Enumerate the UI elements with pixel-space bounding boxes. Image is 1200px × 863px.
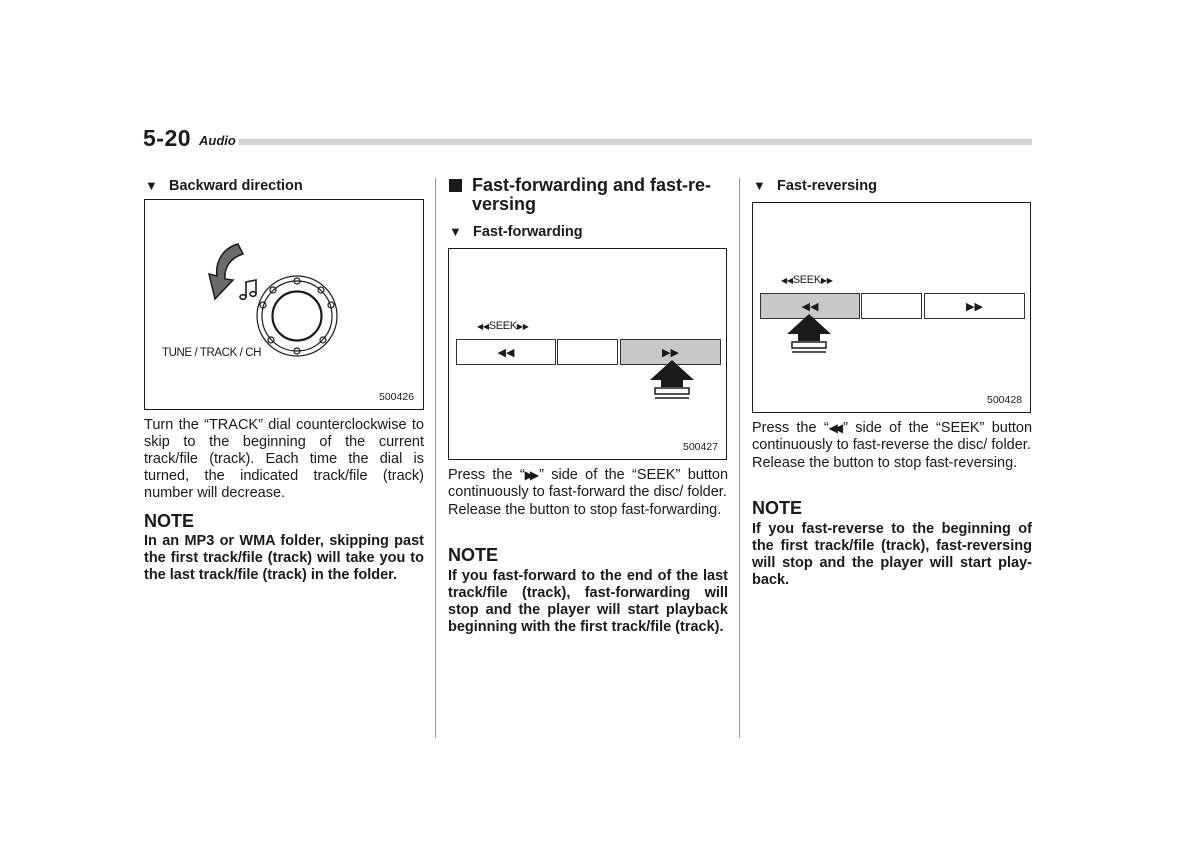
note-text-middle: If you fast-forward to the end of the last track/file (track), fast-forwarding will stop and the player will start playback beginning with the first track/file (track). [448, 568, 728, 635]
press-arrow-icon [784, 312, 834, 354]
fast-reverse-figure [752, 202, 1031, 413]
figure-id: 500428 [987, 394, 1023, 406]
square-bullet-icon [449, 179, 462, 192]
backward-direction-heading: ▼ Backward direction [145, 178, 303, 194]
seek-label: ◀◀SEEK▶▶ [477, 320, 529, 332]
counterclockwise-arrow-icon [209, 244, 243, 299]
down-triangle-icon: ▼ [449, 224, 462, 239]
fast-reverse-icon: ◀◀ [781, 276, 793, 285]
seek-forward-button[interactable] [924, 293, 1025, 319]
center-button[interactable] [861, 293, 922, 319]
seek-label: ◀◀SEEK▶▶ [781, 274, 833, 286]
fast-reversing-heading: ▼ Fast-reversing [753, 178, 877, 194]
header-bar [239, 139, 1032, 145]
fast-forwarding-heading: ▼ Fast-forwarding [449, 224, 583, 240]
dial-figure [144, 199, 424, 410]
fast-forward-icon: ▶▶ [524, 468, 536, 482]
column-divider-1 [435, 178, 436, 738]
page-number: 5-20 [143, 125, 192, 151]
seek-reverse-button[interactable] [456, 339, 556, 365]
column-divider-2 [739, 178, 740, 738]
section-name: Audio [199, 133, 236, 148]
music-note-icon [240, 280, 256, 299]
note-text-left: In an MP3 or WMA folder, skipping past the first track/file (track) will take you to the last track/file (track) in the folder. [144, 533, 424, 583]
figure-id: 500426 [379, 391, 415, 403]
fast-forward-icon: ▶▶ [662, 346, 679, 359]
fast-reverse-icon: ◀◀ [828, 421, 840, 435]
note-text-right: If you fast-reverse to the beginning of the first track/file (track), fast-reversing will stop and the player will start play-back. [752, 521, 1032, 588]
dial-knob-icon [257, 276, 337, 356]
fast-forward-icon: ▶▶ [820, 276, 833, 285]
note-title-middle: NOTE [448, 545, 499, 565]
fast-reverse-icon: ◀◀ [477, 322, 489, 331]
fast-reverse-icon: ◀◀ [497, 346, 515, 359]
dial-label: TUNE / TRACK / CH [162, 347, 262, 359]
note-title-left: NOTE [144, 511, 195, 531]
down-triangle-icon: ▼ [145, 178, 158, 193]
down-triangle-icon: ▼ [753, 178, 766, 193]
section-heading-fast-forwarding: Fast-forwarding and fast-re- versing [449, 176, 729, 216]
center-button[interactable] [557, 339, 618, 365]
fast-forward-body-text: Press the “▶▶ ” side of the “SEEK” button continuously to fast-forward the disc/ folder. Release the button to stop fast-forwarding. [448, 467, 729, 518]
fast-reverse-icon: ◀◀ [801, 300, 819, 313]
fast-forward-icon: ▶▶ [516, 322, 529, 331]
fast-reverse-body-text: Press the “◀◀ ” side of the “SEEK” button continuously to fast-reverse the disc/ folder. Release the button to stop fast-reversing. [752, 420, 1033, 471]
dial-illustration [145, 200, 423, 409]
note-title-right: NOTE [752, 498, 803, 518]
backward-body-text: Turn the “TRACK” dial counterclockwise to skip to the beginning of the current track/file (track). Each time the dial is turned, the indicated track/file (track) number will decrease. [144, 417, 424, 501]
fast-forward-figure [448, 248, 727, 460]
press-arrow-icon [647, 358, 697, 400]
fast-forward-icon: ▶▶ [966, 300, 983, 313]
figure-id: 500427 [683, 441, 719, 453]
